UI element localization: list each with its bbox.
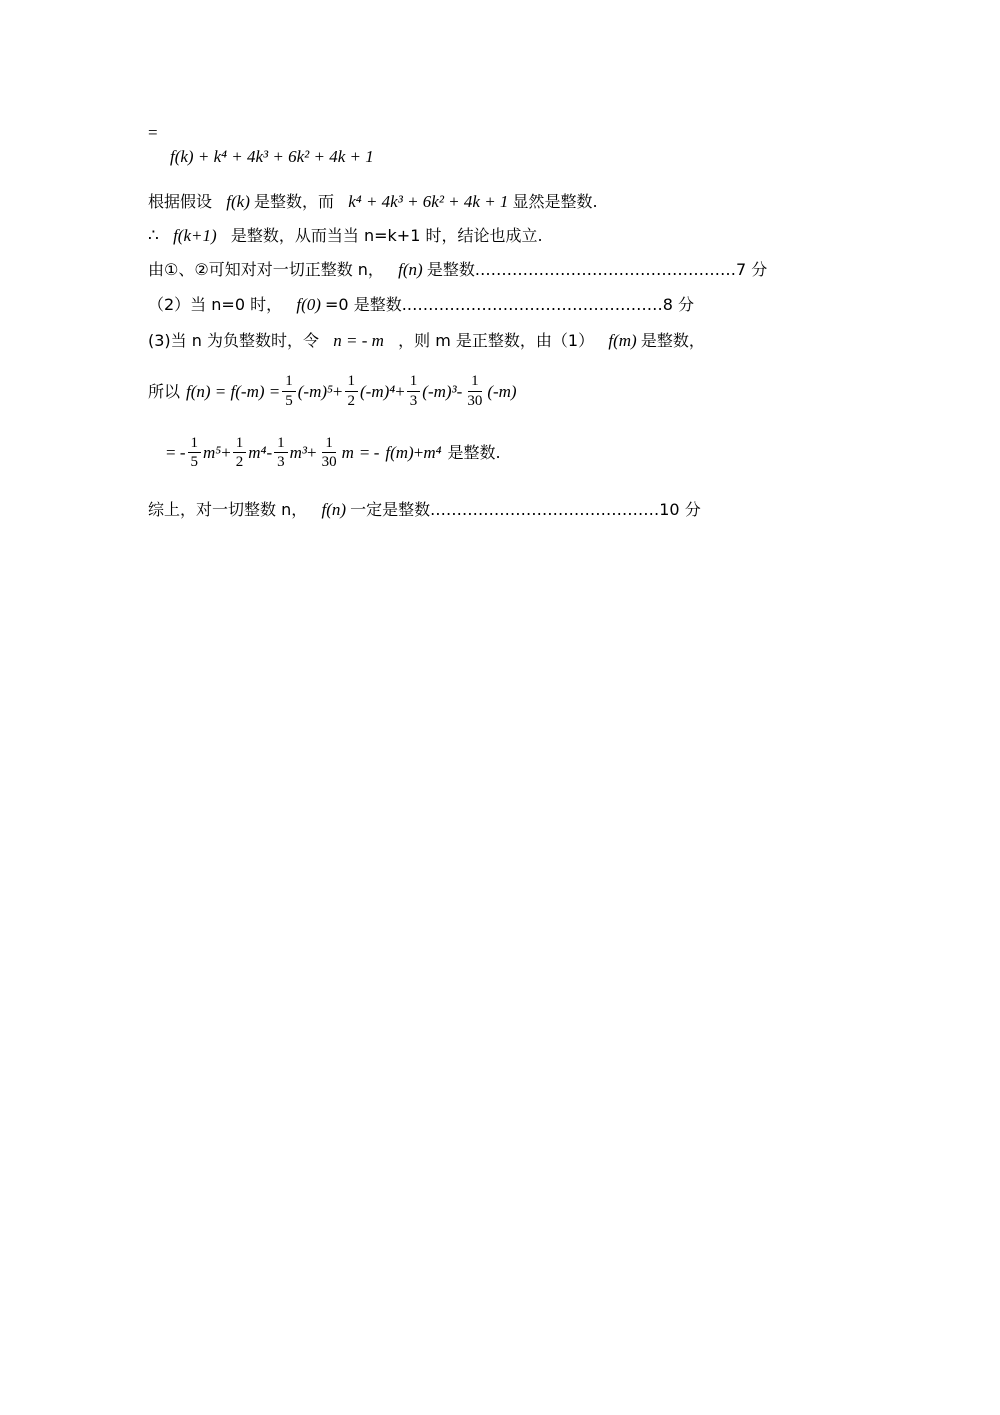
equals-sign: = bbox=[148, 123, 158, 142]
result-is-integer-text: 是整数. bbox=[447, 443, 501, 463]
fk1-expression: f(k+1) bbox=[173, 226, 217, 246]
fraction-numerator: 1 bbox=[188, 435, 202, 453]
term-minus-m-3: (-m)³ bbox=[422, 381, 457, 401]
fraction-denominator: 30 bbox=[467, 392, 483, 409]
plus-op-3: + bbox=[221, 443, 231, 463]
fn-fminusm-lhs: f(n) = f(-m) = bbox=[186, 381, 281, 401]
plus-op-4: + bbox=[307, 443, 317, 463]
fraction-numerator: 1 bbox=[468, 373, 482, 391]
equals-minus-sign-2: = - bbox=[359, 443, 380, 463]
plus-op-2: + bbox=[395, 381, 405, 401]
equation-line-result bbox=[166, 436, 848, 471]
fraction-one-third bbox=[407, 373, 421, 408]
polynomial-expression: k⁴ + 4k³ + 6k² + 4k + 1 bbox=[348, 191, 509, 211]
equation-1-expression: f(k) + k⁴ + 4k³ + 6k² + 4k + 1 bbox=[170, 147, 374, 167]
fraction-denominator: 5 bbox=[285, 392, 293, 409]
assumption-prefix: 根据假设 bbox=[148, 191, 213, 211]
n-equals-minus-m: n = - m bbox=[333, 331, 384, 351]
term-m-3: m³ bbox=[289, 443, 308, 463]
fraction-denominator: 5 bbox=[190, 453, 198, 470]
assumption-mid: 是整数，而 bbox=[253, 191, 334, 211]
fraction-one-thirtieth bbox=[464, 373, 485, 408]
fraction-numerator: 1 bbox=[274, 435, 288, 453]
positive-integers-prefix: 由①、②可知对对一切正整数 n， bbox=[148, 260, 384, 280]
fraction-numerator: 1 bbox=[407, 373, 421, 391]
equals-minus-sign: = - bbox=[166, 443, 186, 463]
fm-expression-2: f(m) bbox=[385, 443, 414, 463]
fraction-numerator: 1 bbox=[282, 373, 296, 391]
therefore-symbol: ∴ bbox=[148, 226, 159, 246]
fraction-one-fifth-2 bbox=[188, 435, 202, 470]
zero-case-suffix: =0 是整数. bbox=[325, 294, 407, 314]
text-line-positive-integers bbox=[148, 257, 848, 283]
fraction-denominator: 30 bbox=[321, 453, 337, 470]
fraction-denominator: 3 bbox=[409, 392, 418, 409]
fraction-one-half-2 bbox=[233, 435, 247, 470]
text-line-assumption bbox=[148, 189, 848, 215]
fraction-denominator: 2 bbox=[235, 453, 244, 470]
leader-dots-8: ………………………………………… bbox=[406, 294, 663, 314]
minus-op-1: - bbox=[456, 381, 463, 401]
negative-case-prefix: (3)当 n 为负整数时，令 bbox=[148, 331, 319, 351]
term-m-4: m⁴ bbox=[248, 443, 267, 463]
negative-case-suffix: 是整数， bbox=[640, 331, 705, 351]
fraction-numerator: 1 bbox=[322, 435, 336, 453]
final-conclusion-prefix: 综上，对一切整数 n， bbox=[148, 500, 308, 520]
leader-dots-7: ………………………………………… bbox=[479, 260, 736, 280]
fn-expression-2: f(n) bbox=[321, 500, 347, 520]
fraction-one-thirtieth-2 bbox=[319, 435, 340, 470]
text-line-negative-case bbox=[148, 328, 848, 354]
text-line-conclusion-k1 bbox=[148, 223, 848, 249]
leader-dots-10: …………………………………… bbox=[435, 500, 660, 520]
term-m-5: m⁵ bbox=[203, 443, 222, 463]
final-conclusion-suffix: 一定是整数. bbox=[350, 500, 436, 520]
f0-expression: f(0) bbox=[296, 294, 321, 314]
text-line-zero-case bbox=[148, 292, 848, 318]
term-minus-m-1: (-m) bbox=[487, 381, 517, 401]
fm-expression: f(m) bbox=[608, 331, 637, 351]
score-7: 7 分 bbox=[735, 260, 768, 280]
zero-case-prefix: （2）当 n=0 时， bbox=[148, 294, 283, 314]
fraction-denominator: 3 bbox=[277, 453, 285, 470]
equation-line-1 bbox=[170, 144, 848, 170]
fraction-one-fifth bbox=[282, 373, 296, 408]
fraction-numerator: 1 bbox=[345, 373, 359, 391]
negative-case-mid: ，则 m 是正整数，由（1） bbox=[398, 331, 595, 351]
plus-op-1: + bbox=[332, 381, 343, 401]
term-minus-m-5: (-m)⁵ bbox=[297, 381, 333, 401]
fk-expression: f(k) bbox=[226, 191, 250, 211]
text-line-final-conclusion bbox=[148, 497, 848, 523]
fraction-one-half bbox=[345, 373, 359, 408]
assumption-suffix: 显然是整数. bbox=[512, 191, 598, 211]
fraction-denominator: 2 bbox=[347, 392, 356, 409]
fraction-numerator: 1 bbox=[233, 435, 247, 453]
term-m-4-b: m⁴ bbox=[423, 443, 442, 463]
positive-integers-suffix: 是整数. bbox=[426, 260, 480, 280]
score-10: 10 分 bbox=[659, 500, 701, 520]
conclusion-k1-text: 是整数，从而当当 n=k+1 时，结论也成立. bbox=[230, 226, 543, 246]
term-minus-m-4: (-m)⁴ bbox=[360, 381, 396, 401]
minus-op-2: - bbox=[266, 443, 273, 463]
equation-line-substitution bbox=[148, 374, 848, 409]
document-content bbox=[148, 120, 848, 532]
therefore-text: 所以 bbox=[148, 381, 181, 401]
equation-label-line bbox=[148, 120, 848, 146]
plus-op-5: + bbox=[413, 443, 424, 463]
score-8: 8 分 bbox=[662, 294, 695, 314]
term-m-1: m bbox=[341, 443, 354, 463]
fraction-one-third-2 bbox=[274, 435, 288, 470]
fn-expression-1: f(n) bbox=[398, 260, 423, 280]
